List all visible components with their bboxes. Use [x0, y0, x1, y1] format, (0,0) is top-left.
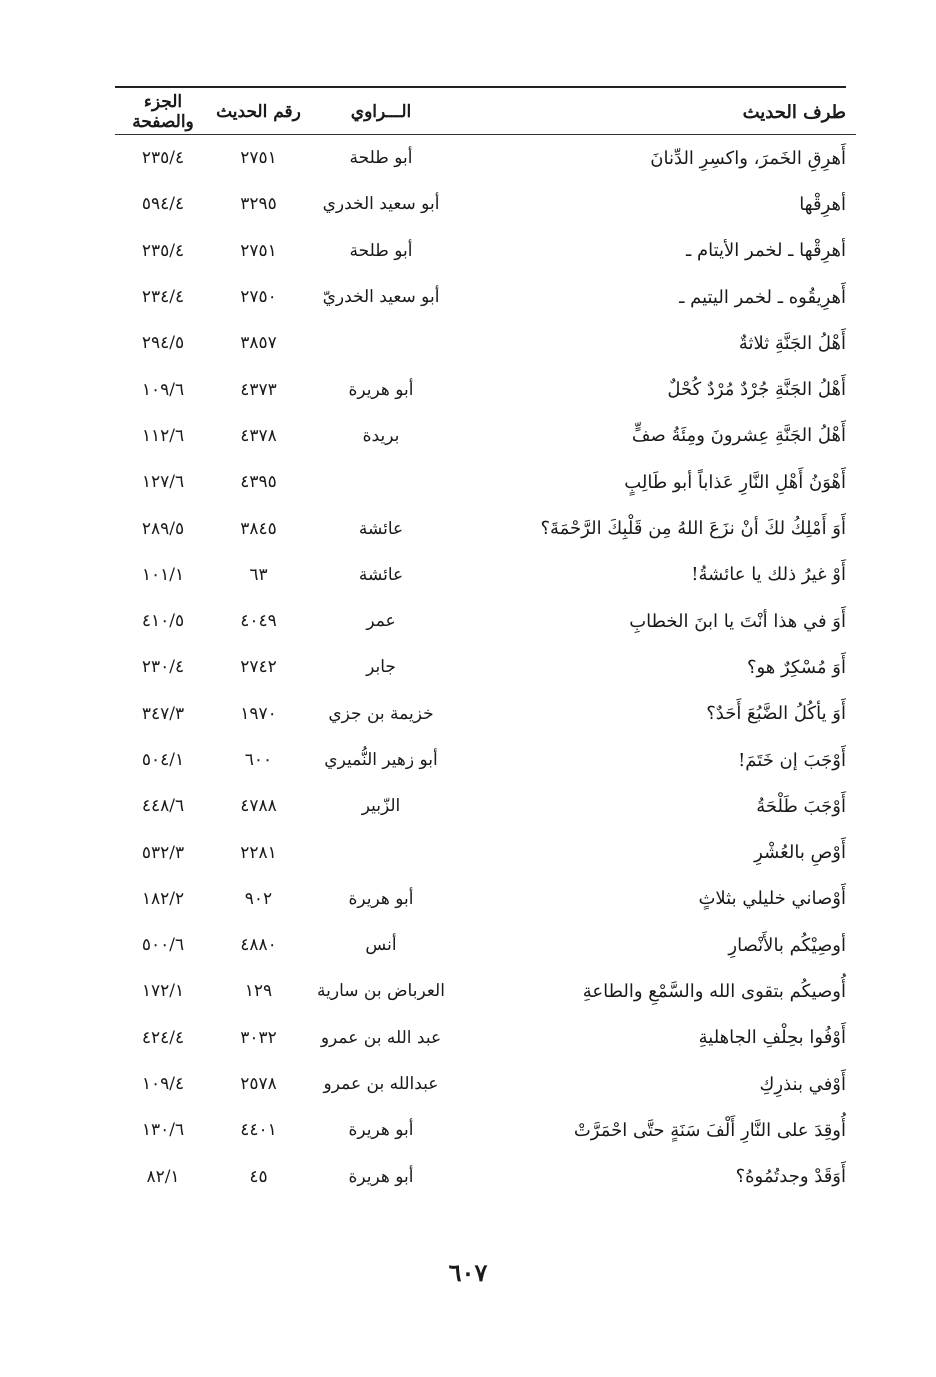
narrator: الزّبير	[361, 796, 401, 817]
narrator: عبدالله بن عمرو	[323, 1074, 439, 1095]
table-row	[115, 783, 856, 829]
table-row	[115, 459, 856, 505]
header-narrator: الـــراوي	[306, 90, 456, 135]
volume-page: ١١٢/٦	[141, 425, 185, 446]
header-row	[115, 90, 856, 135]
hadith-number: ٣٢٩٥	[240, 194, 277, 215]
volume-page: ٢٨٩/٥	[141, 518, 185, 539]
hadith-index-table	[115, 90, 856, 1200]
hadith-number: ٣٨٤٥	[240, 518, 277, 539]
volume-page: ١٠٩/٦	[141, 379, 185, 400]
narrator: عبد الله بن عمرو	[320, 1027, 442, 1048]
narrator: أبو طلحة	[349, 148, 413, 169]
volume-page: ٢٣٥/٤	[141, 240, 185, 261]
volume-page: ١٠٩/٤	[141, 1074, 185, 1095]
table-row	[115, 135, 856, 182]
hadith-text: أَوْصِ بالعُشْرِ	[754, 842, 846, 864]
table-row	[115, 181, 856, 227]
volume-page: ٢٩٤/٥	[141, 333, 185, 354]
narrator: أبو هريرة	[348, 1120, 414, 1141]
table-row	[115, 228, 856, 274]
narrator: بريدة	[362, 425, 400, 446]
narrator: أبو سعيد الخدري	[322, 194, 440, 215]
volume-page: ٥٩٤/٤	[141, 194, 185, 215]
hadith-number: ٢٧٥٠	[240, 287, 277, 308]
hadith-text: أَهْلُ الجَنَّةِ جُرْدٌ مُرْدٌ كُحْلٌ	[667, 379, 846, 401]
volume-page: ٢٣٠/٤	[141, 657, 185, 678]
narrator: جابر	[366, 657, 396, 678]
volume-page: ٢٣٤/٤	[141, 287, 185, 308]
volume-page: ٥٠٤/١	[141, 750, 185, 770]
hadith-number: ٦٠٠	[244, 750, 273, 770]
narrator: أبو هريرة	[348, 1166, 414, 1187]
table-row	[115, 1015, 856, 1061]
hadith-number: ٢٧٥١	[240, 240, 277, 261]
hadith-number: ٢٥٧٨	[240, 1074, 277, 1095]
hadith-text: أَوْجَبَ إن خَتَمَ!	[738, 749, 846, 771]
volume-page: ٣٤٧/٣	[141, 703, 185, 724]
volume-page: ٢٣٥/٤	[141, 148, 185, 169]
header-number: رقم الحديث	[211, 90, 306, 135]
volume-page: ١٨٢/٢	[141, 888, 185, 909]
hadith-text: أُوقِدَ على النَّارِ أَلْفَ سَنَةٍ حتَّى احْمَرَّتْ	[573, 1119, 846, 1141]
hadith-number: ٢٧٤٢	[240, 657, 277, 678]
hadith-number: ٢٧٥١	[240, 148, 277, 169]
hadith-number: ٤٣٧٨	[240, 425, 277, 446]
hadith-text: أهرِقْها	[799, 193, 846, 215]
hadith-text: أَوَ أَمْلِكُ لكَ أنْ نزَعَ اللهُ مِن قَلْبِكَ الرَّحْمَةَ؟	[540, 518, 846, 540]
header-text: طرف الحديث	[456, 90, 856, 135]
hadith-text: أَوَ في هذا أنْتَ يا ابنَ الخطابِ	[629, 610, 846, 632]
table-row	[115, 552, 856, 598]
volume-page: ٤١٠/٥	[141, 611, 185, 632]
hadith-text: أَوْفُوا بحِلْفِ الجاهليةِ	[698, 1027, 846, 1049]
hadith-number: ١٩٧٠	[240, 703, 277, 724]
hadith-text: أَوَقَدْ وجدتُمُوهُ؟	[735, 1166, 846, 1188]
hadith-number: ٣٨٥٧	[240, 333, 277, 354]
volume-page: ١٢٧/٦	[141, 472, 185, 493]
hadith-number: ٩٠٢	[244, 888, 273, 909]
hadith-text: أَهرِقِ الخَمرَ، واكسِرِ الدِّنانَ	[650, 147, 846, 169]
table-row	[115, 1061, 856, 1107]
hadith-text: أَوْ غيرُ ذلك يا عائشةُ!	[691, 564, 846, 586]
table-row	[115, 876, 856, 922]
hadith-text: أَوْفي بنذرِكِ	[759, 1073, 846, 1095]
hadith-number: ٤٥	[249, 1166, 268, 1187]
table-row	[115, 737, 856, 783]
hadith-number: ٤٧٨٨	[240, 796, 277, 817]
narrator: عمر	[366, 611, 396, 632]
hadith-number: ٤٨٨٠	[240, 935, 277, 956]
narrator	[306, 829, 456, 875]
volume-page: ١٧٢/١	[141, 981, 185, 1002]
hadith-text: أَهْوَنُ أَهْلِ النَّارِ عَذاباً أبو طَالِبٍ	[624, 471, 846, 493]
hadith-text: أَهْلُ الجَنَّةِ ثلاثةٌ	[738, 332, 846, 354]
volume-page: ١٠١/١	[141, 564, 185, 585]
hadith-number: ٦٣	[249, 564, 268, 585]
narrator: أبو سعيد الخدريّ	[322, 287, 440, 308]
narrator: أبو طلحة	[349, 240, 413, 261]
hadith-text: أَوْجَبَ طَلْحَةُ	[756, 795, 846, 817]
hadith-text: أَوَ مُسْكِرٌ هو؟	[746, 656, 846, 678]
narrator: أبو هريرة	[348, 379, 414, 400]
hadith-text: أَهْلُ الجَنَّةِ عِشرونَ ومِئَةُ صفٍّ	[631, 425, 846, 447]
narrator: أنس	[365, 935, 397, 956]
narrator	[306, 320, 456, 366]
hadith-number: ٤٠٤٩	[240, 611, 277, 632]
hadith-number: ١٢٩	[244, 981, 273, 1002]
page-number: ٦٠٧	[448, 1258, 488, 1287]
volume-page: ٤٢٤/٤	[141, 1027, 185, 1048]
table-row	[115, 1107, 856, 1153]
volume-page: ٥٠٠/٦	[141, 935, 185, 956]
narrator: أبو زهير النُّميري	[324, 750, 438, 770]
hadith-number: ٤٣٩٥	[240, 472, 277, 493]
volume-page: ٤٤٨/٦	[141, 796, 185, 817]
table-row	[115, 829, 856, 875]
table-row	[115, 274, 856, 320]
table-row	[115, 413, 856, 459]
table-row	[115, 505, 856, 551]
top-rule	[115, 86, 846, 88]
narrator: خزيمة بن جزي	[328, 703, 434, 724]
hadith-text: أَهرِيقُوه ـ لخمر اليتيم ـ	[679, 286, 846, 308]
table-row	[115, 922, 856, 968]
narrator: أبو هريرة	[348, 888, 414, 909]
table-row	[115, 320, 856, 366]
table-row	[115, 366, 856, 412]
table-row	[115, 598, 856, 644]
hadith-text: أُوصيكُم بتقوى الله والسَّمْعِ والطاعةِ	[582, 980, 846, 1002]
volume-page: ١٣٠/٦	[141, 1120, 185, 1141]
narrator: عائشة	[358, 518, 404, 539]
hadith-text: أهرِقْها ـ لخمر الأيتام ـ	[685, 240, 846, 262]
table-row	[115, 691, 856, 737]
volume-page: ٥٣٢/٣	[141, 842, 185, 863]
hadith-number: ٤٤٠١	[240, 1120, 277, 1141]
hadith-number: ٢٢٨١	[240, 842, 277, 863]
table-row	[115, 968, 856, 1014]
volume-page: ٨٢/١	[146, 1166, 180, 1187]
hadith-text: أَوَ يأكُلُ الضَّبُعَ أَحَدٌ؟	[706, 703, 846, 725]
narrator: عائشة	[358, 564, 404, 585]
hadith-text: أَوْصاني خليلي بثلاثٍ	[698, 888, 846, 910]
hadith-number: ٣٠٣٢	[240, 1027, 277, 1048]
hadith-text: أوصِيْكُم بالأَنْصارِ	[728, 934, 846, 956]
narrator	[306, 459, 456, 505]
narrator: العرباض بن سارية	[317, 981, 445, 1002]
table-row	[115, 644, 856, 690]
header-volume-page: الجزء والصفحة	[115, 90, 211, 135]
hadith-number: ٤٣٧٣	[240, 379, 277, 400]
table-row	[115, 1154, 856, 1200]
